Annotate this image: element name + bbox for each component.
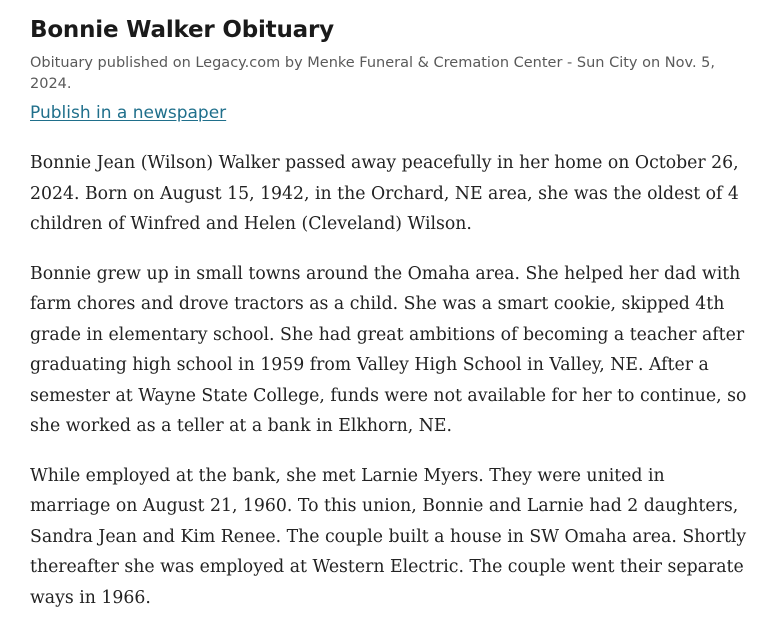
obituary-body [30,148,750,613]
page-title: Bonnie Walker Obituary [30,17,334,43]
obituary-paragraph-3: While employed at the bank, she met Larnie Myers. They were united in marriage on August 21, 1960. To this union, Bonnie and Larnie had 2 daughters, Sandra Jean and Kim Renee. The couple built a house in SW Omaha area. Shortly thereafter she was employed at Western Electric. The couple went their separate ways in 1966. [30,465,747,608]
publish-in-newspaper-link[interactable]: Publish in a newspaper [30,103,227,123]
obituary-article [30,14,760,627]
publication-info: Obituary published on Legacy.com by Menke Funeral & Cremation Center - Sun City on Nov. 5, 2024. [30,55,715,92]
obituary-paragraph-1: Bonnie Jean (Wilson) Walker passed away peacefully in her home on October 26, 2024. Born on August 15, 1942, in the Orchard, NE area, she was the oldest of 4 children of Winfred and Helen (Cleveland) Wilson. [30,153,739,234]
obituary-paragraph-2: Bonnie grew up in small towns around the Omaha area. She helped her dad with farm chores and drove tractors as a child. She was a smart cookie, skipped 4th grade in elementary school. She had great ambitions of becoming a teacher after graduating high school in 1959 from Valley High School in Valley, NE. After a semester at Wayne State College, funds were not available for her to continue, so she worked as a teller at a bank in Elkhorn, NE. [30,263,747,436]
